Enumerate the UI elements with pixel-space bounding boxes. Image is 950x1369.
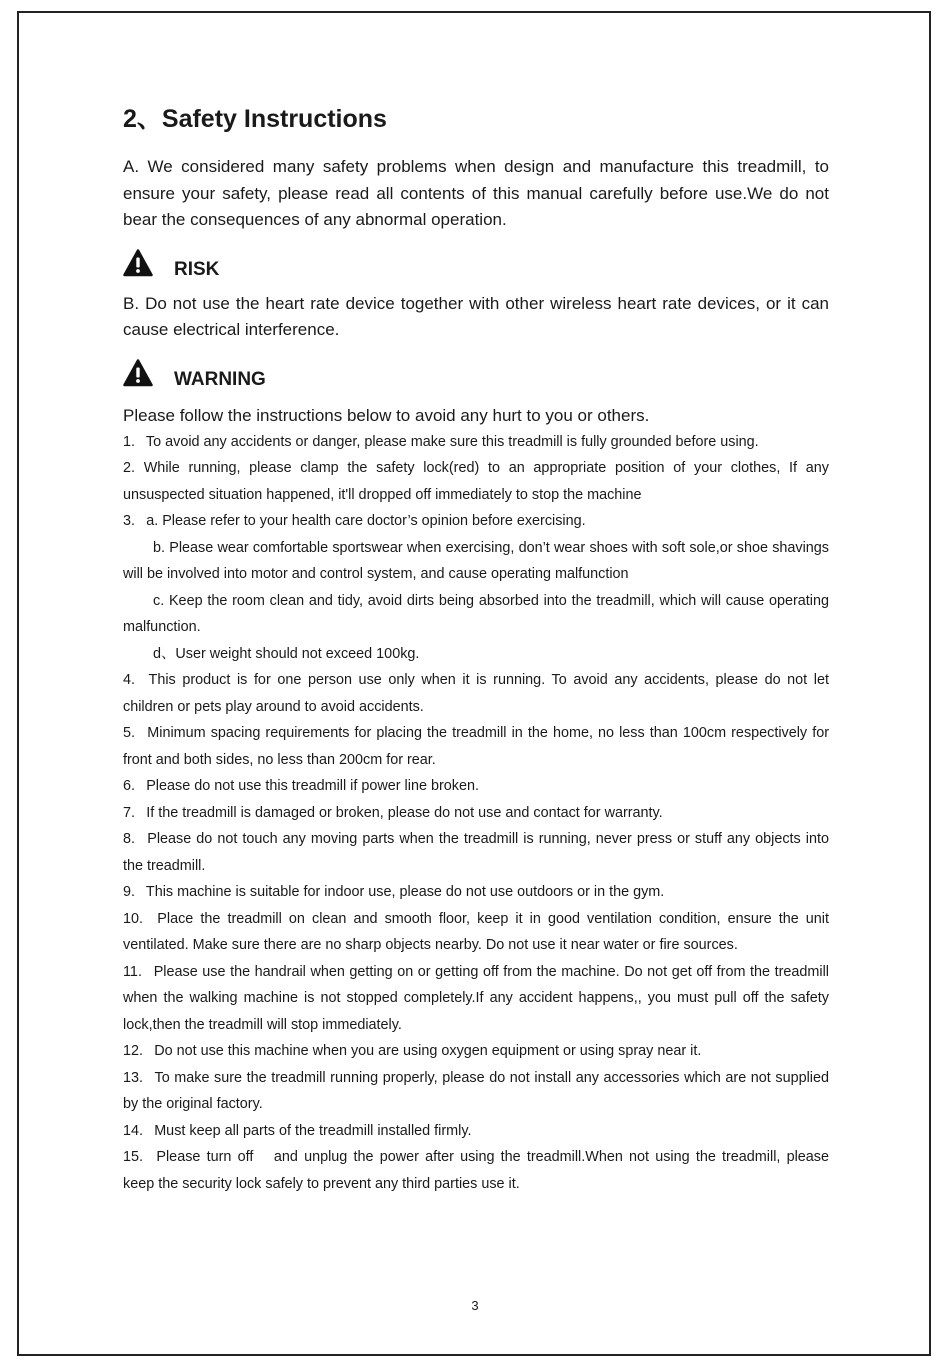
list-item: 8. Please do not touch any moving parts when the treadmill is running, never press or stuff any objects into the treadmill. [123, 831, 829, 874]
list-item: 2. While running, please clamp the safety lock(red) to an appropriate position of your clothes, If any unsuspected situation happened, it'll dropped off immediately to stop the machine [123, 460, 829, 503]
list-item: 10. Place the treadmill on clean and smooth floor, keep it in good ventilation condition, ensure the unit ventilated. Make sure there are no sharp objects nearby. Do not use it near water or fire sources. [123, 910, 829, 953]
list-item: 6. Please do not use this treadmill if power line broken. [123, 778, 479, 794]
intro-paragraph: A. We considered many safety problems when design and manufacture this treadmill, to ensure your safety, please read all contents of this manual carefully before use.We do not bear the consequences of any abnormal operation. [123, 157, 829, 229]
list-item: d、User weight should not exceed 100kg. [153, 645, 420, 662]
list-item: 1. To avoid any accidents or danger, please make sure this treadmill is fully grounded before using. [123, 433, 759, 450]
list-item: 11. Please use the handrail when getting on or getting off from the machine. Do not get off from the treadmill when the walking machine is not stopped completely.If any accident happens,, you must pull off the safety lock,then the treadmill will stop immediately. [123, 963, 829, 1033]
document-body [123, 104, 829, 1197]
warning-lead: Please follow the instructions below to avoid any hurt to you or others. [123, 405, 650, 425]
risk-heading [123, 248, 829, 282]
warning-triangle-icon [123, 249, 153, 277]
list-item: 14. Must keep all parts of the treadmill installed firmly. [123, 1122, 472, 1139]
warning-label: WARNING [174, 368, 266, 390]
list-item: 12. Do not use this machine when you are using oxygen equipment or using spray near it. [123, 1043, 702, 1059]
list-item: 15. Please turn off and unplug the power after using the treadmill.When not using the treadmill, please keep the security lock safely to prevent any third parties use it. [123, 1149, 829, 1192]
list-item: b. Please wear comfortable sportswear when exercising, don’t wear shoes with soft sole,or shoe shavings will be involved into motor and control system, and cause operating malfunction [123, 539, 829, 582]
list-item: 5. Minimum spacing requirements for placing the treadmill in the home, no less than 100cm respectively for front and both sides, no less than 200cm for rear. [123, 725, 829, 768]
list-item: 13. To make sure the treadmill running properly, please do not install any accessories which are not supplied by the original factory. [123, 1069, 829, 1112]
list-item: c. Keep the room clean and tidy, avoid dirts being absorbed into the treadmill, which will cause operating malfunction. [123, 592, 829, 635]
warning-heading [123, 358, 829, 392]
warning-triangle-icon [123, 359, 153, 387]
list-item: 9. This machine is suitable for indoor use, please do not use outdoors or in the gym. [123, 884, 665, 900]
risk-label: RISK [174, 258, 220, 280]
list-item: 4. This product is for one person use only when it is running. To avoid any accidents, please do not let children or pets play around to avoid accidents. [123, 672, 829, 715]
list-item: 7. If the treadmill is damaged or broken, please do not use and contact for warranty. [123, 804, 663, 821]
risk-text: B. Do not use the heart rate device together with other wireless heart rate devices, or it can cause electrical interference. [123, 293, 829, 339]
section-title: 2、Safety Instructions [123, 105, 387, 133]
list-item: 3. a. Please refer to your health care doctor’s opinion before exercising. [123, 513, 586, 529]
risk-section [123, 248, 829, 343]
warning-section [123, 358, 829, 429]
page-number: 3 [471, 1298, 479, 1313]
instruction-list [123, 429, 829, 1198]
